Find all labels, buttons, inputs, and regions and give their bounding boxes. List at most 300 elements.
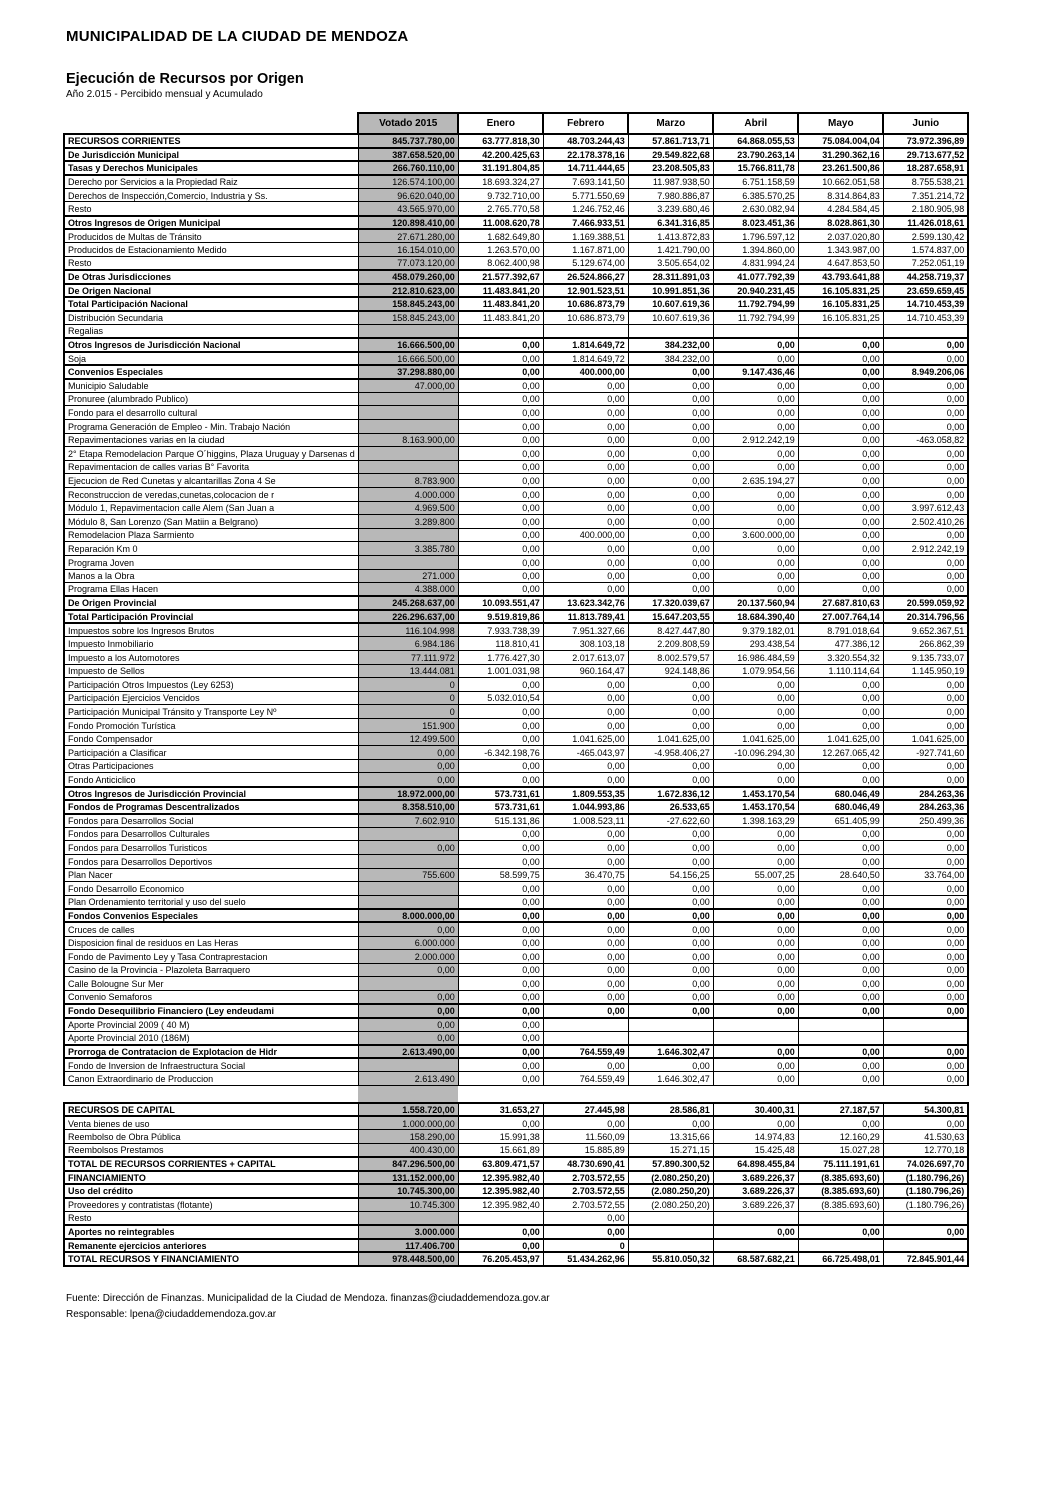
- row-label: Total Participación Provincial: [64, 610, 358, 624]
- month-value-cell: 0,00: [543, 705, 628, 719]
- month-value-cell: 0,00: [543, 759, 628, 773]
- month-value-cell: 1.413.872,83: [628, 229, 713, 243]
- votado-value-cell: 0: [358, 691, 458, 705]
- votado-value-cell: 158.290,00: [358, 1130, 458, 1144]
- month-value-cell: 0,00: [883, 936, 968, 950]
- month-value-cell: 9.732.710,00: [458, 188, 543, 202]
- month-value-cell: 21.577.392,67: [458, 270, 543, 284]
- table-row: [64, 691, 968, 705]
- month-value-cell: 0,00: [798, 719, 883, 733]
- votado-value-cell: [358, 895, 458, 909]
- month-value-cell: 55.007,25: [713, 868, 798, 882]
- month-value-cell: 0,00: [458, 909, 543, 923]
- month-value-cell: 15.661,89: [458, 1143, 543, 1157]
- month-value-cell: 54.156,25: [628, 868, 713, 882]
- month-value-cell: 12.901.523,51: [543, 284, 628, 298]
- month-value-cell: 0,00: [458, 882, 543, 896]
- row-label: 2° Etapa Remodelacion Parque O´higgins, Plaza Uruguay y Darsenas d: [64, 447, 358, 461]
- row-label: Reembolso de Obra Pública: [64, 1130, 358, 1144]
- row-label: Otros Ingresos de Jurisdicción Provincial: [64, 787, 358, 801]
- row-label: [64, 1086, 358, 1103]
- month-value-cell: 0,00: [713, 1045, 798, 1059]
- month-value-cell: 0,00: [628, 365, 713, 379]
- month-value-cell: 0,00: [458, 392, 543, 406]
- votado-value-cell: [358, 528, 458, 542]
- month-value-cell: 0,00: [543, 895, 628, 909]
- month-value-cell: 8.028.861,30: [798, 216, 883, 230]
- votado-value-cell: 8.000.000,00: [358, 909, 458, 923]
- month-value-cell: 11.813.789,41: [543, 610, 628, 624]
- month-value-cell: (1.180.796,26): [883, 1171, 968, 1185]
- votado-value-cell: 77.073.120,00: [358, 256, 458, 270]
- month-value-cell: 0,00: [458, 854, 543, 868]
- month-value-cell: 1.776.427,30: [458, 651, 543, 665]
- month-value-cell: 0,00: [798, 1004, 883, 1018]
- row-label: Producidos de Estacionamiento Medido: [64, 243, 358, 257]
- month-value-cell: 0,00: [713, 990, 798, 1004]
- month-value-cell: 1.398.163,29: [713, 814, 798, 828]
- month-value-cell: 0,00: [798, 555, 883, 569]
- month-value-cell: 924.148,86: [628, 664, 713, 678]
- month-value-cell: 0,00: [543, 542, 628, 556]
- month-value-cell: 0,00: [458, 460, 543, 474]
- votado-value-cell: [358, 827, 458, 841]
- month-value-cell: 0,00: [458, 827, 543, 841]
- month-value-cell: 0,00: [713, 678, 798, 692]
- month-value-cell: 0,00: [458, 555, 543, 569]
- month-value-cell: 0,00: [798, 365, 883, 379]
- month-value-cell: 1.394.860,00: [713, 243, 798, 257]
- month-value-cell: 0,00: [543, 1058, 628, 1072]
- month-value-cell: 0,00: [713, 705, 798, 719]
- month-value-cell: 10.662.051,58: [798, 175, 883, 189]
- month-value-cell: 0,00: [798, 379, 883, 393]
- row-label: Reconstruccion de veredas,cunetas,colocacion de r: [64, 487, 358, 501]
- table-row: [64, 610, 968, 624]
- month-value-cell: 16.986.484,59: [713, 651, 798, 665]
- row-label: Fondos para Desarrollos Social: [64, 814, 358, 828]
- month-value-cell: 1.079.954,56: [713, 664, 798, 678]
- month-value-cell: 0,00: [628, 922, 713, 936]
- month-value-cell: 75.111.191,61: [798, 1157, 883, 1171]
- month-value-cell: 284.263,36: [883, 800, 968, 814]
- table-row: [64, 1198, 968, 1212]
- month-value-cell: 0,00: [883, 854, 968, 868]
- month-value-cell: 0,00: [543, 474, 628, 488]
- month-value-cell: 0,00: [883, 487, 968, 501]
- month-value-cell: 13.315,66: [628, 1130, 713, 1144]
- month-value-cell: 1.167.871,00: [543, 243, 628, 257]
- month-value-cell: 0,00: [798, 1058, 883, 1072]
- month-value-cell: 15.766.811,78: [713, 161, 798, 175]
- votado-value-cell: 226.296.637,00: [358, 610, 458, 624]
- month-value-cell: 8.314.864,83: [798, 188, 883, 202]
- month-value-cell: 64.898.455,84: [713, 1157, 798, 1171]
- month-value-cell: 0,00: [883, 678, 968, 692]
- table-row: [64, 1130, 968, 1144]
- month-value-cell: 14.974,83: [713, 1130, 798, 1144]
- votado-value-cell: [358, 406, 458, 420]
- table-row: [64, 1031, 968, 1045]
- month-value-cell: [883, 1018, 968, 1032]
- month-value-cell: 3.997.612,43: [883, 501, 968, 515]
- month-value-cell: 0,00: [798, 447, 883, 461]
- month-value-cell: [458, 324, 543, 338]
- month-value-cell: 42.200.425,63: [458, 148, 543, 162]
- month-value-cell: 17.320.039,67: [628, 596, 713, 610]
- table-row: [64, 1157, 968, 1171]
- month-value-cell: 0,00: [798, 583, 883, 597]
- table-row: [64, 338, 968, 352]
- table-row: [64, 528, 968, 542]
- month-value-cell: 5.129.674,00: [543, 256, 628, 270]
- month-value-cell: 0,00: [458, 1058, 543, 1072]
- month-value-cell: 0,00: [458, 950, 543, 964]
- row-label: Repavimentacion de calles varias B° Favorita: [64, 460, 358, 474]
- month-value-cell: 0,00: [713, 922, 798, 936]
- votado-value-cell: 8.358.510,00: [358, 800, 458, 814]
- month-value-cell: 0,00: [713, 977, 798, 991]
- row-label: Municipio Saludable: [64, 379, 358, 393]
- row-label: Total Participación Nacional: [64, 297, 358, 311]
- month-value-cell: 0,00: [883, 691, 968, 705]
- month-value-cell: 0,00: [628, 501, 713, 515]
- month-value-cell: 0,00: [458, 977, 543, 991]
- table-row: [64, 474, 968, 488]
- month-value-cell: 29.713.677,52: [883, 148, 968, 162]
- month-value-cell: 68.587.682,21: [713, 1252, 798, 1266]
- month-value-cell: 7.693.141,50: [543, 175, 628, 189]
- month-value-cell: 0,00: [628, 515, 713, 529]
- votado-value-cell: 245.268.637,00: [358, 596, 458, 610]
- month-value-cell: 18.693.324,27: [458, 175, 543, 189]
- month-value-cell: 0,00: [713, 583, 798, 597]
- row-label: Plan Nacer: [64, 868, 358, 882]
- month-value-cell: 26.533,65: [628, 800, 713, 814]
- month-value-cell: 0,00: [713, 1072, 798, 1086]
- row-label: Resto: [64, 1211, 358, 1225]
- votado-value-cell: 0,00: [358, 1031, 458, 1045]
- table-row: [64, 447, 968, 461]
- month-value-cell: 0,00: [458, 678, 543, 692]
- month-value-cell: 0,00: [883, 1058, 968, 1072]
- row-label: De Origen Provincial: [64, 596, 358, 610]
- row-label: Fondo Compensador: [64, 732, 358, 746]
- month-value-cell: [713, 1031, 798, 1045]
- month-value-cell: 2.630.082,94: [713, 202, 798, 216]
- month-value-cell: 0,00: [458, 515, 543, 529]
- month-value-cell: 0,00: [628, 392, 713, 406]
- month-value-cell: 11.792.794,99: [713, 311, 798, 325]
- table-row: [64, 773, 968, 787]
- month-value-cell: 5.771.550,69: [543, 188, 628, 202]
- table-row: [64, 1045, 968, 1059]
- month-value-cell: 0,00: [883, 1072, 968, 1086]
- month-value-cell: 0,00: [883, 569, 968, 583]
- votado-value-cell: 271.000: [358, 569, 458, 583]
- votado-value-cell: [358, 1211, 458, 1225]
- table-row: [64, 746, 968, 760]
- month-value-cell: 8.002.579,57: [628, 651, 713, 665]
- month-value-cell: 13.623.342,76: [543, 596, 628, 610]
- row-label: Módulo 1, Repavimentacion calle Alem (San Juan a: [64, 501, 358, 515]
- month-value-cell: 0,00: [543, 419, 628, 433]
- votado-value-cell: 12.499.500: [358, 732, 458, 746]
- month-value-cell: 1.041.625,00: [628, 732, 713, 746]
- table-row: [64, 719, 968, 733]
- month-value-cell: 0,00: [458, 569, 543, 583]
- month-value-cell: 0,00: [883, 338, 968, 352]
- table-row: [64, 297, 968, 311]
- month-value-cell: 0,00: [543, 936, 628, 950]
- month-value-cell: 0,00: [458, 732, 543, 746]
- month-value-cell: 1.421.790,00: [628, 243, 713, 257]
- month-value-cell: 28.586,81: [628, 1103, 713, 1117]
- votado-value-cell: 3.000.000: [358, 1225, 458, 1239]
- month-value-cell: 0,00: [798, 406, 883, 420]
- month-value-cell: 0,00: [798, 841, 883, 855]
- month-value-cell: 0,00: [543, 691, 628, 705]
- month-value-cell: 0,00: [798, 528, 883, 542]
- month-value-cell: 6.385.570,25: [713, 188, 798, 202]
- month-value-cell: [628, 1239, 713, 1253]
- month-value-cell: 2.017.613,07: [543, 651, 628, 665]
- row-label: Fondos de Programas Descentralizados: [64, 800, 358, 814]
- votado-value-cell: 16.666.500,00: [358, 352, 458, 366]
- month-value-cell: 12.395.982,40: [458, 1184, 543, 1198]
- month-value-cell: 266.862,39: [883, 637, 968, 651]
- row-label: Impuesto Inmobiliario: [64, 637, 358, 651]
- month-value-cell: 0,00: [458, 1225, 543, 1239]
- row-label: RECURSOS CORRIENTES: [64, 134, 358, 148]
- table-row: [64, 623, 968, 637]
- votado-value-cell: [358, 854, 458, 868]
- month-value-cell: [883, 1086, 968, 1103]
- votado-value-cell: 120.898.410,00: [358, 216, 458, 230]
- month-value-cell: 31.191.804,85: [458, 161, 543, 175]
- month-value-cell: 0,00: [543, 678, 628, 692]
- month-value-cell: 0,00: [458, 990, 543, 1004]
- month-value-cell: 680.046,49: [798, 787, 883, 801]
- month-value-cell: 384.232,00: [628, 338, 713, 352]
- month-value-cell: 48.730.690,41: [543, 1157, 628, 1171]
- table-row: [64, 895, 968, 909]
- month-value-cell: 0,00: [458, 1018, 543, 1032]
- table-row: [64, 270, 968, 284]
- row-label: Fondo de Inversion de Infraestructura Social: [64, 1058, 358, 1072]
- month-value-cell: 651.405,99: [798, 814, 883, 828]
- table-row: [64, 1116, 968, 1130]
- row-label: Regalias: [64, 324, 358, 338]
- month-value-cell: 9.652.367,51: [883, 623, 968, 637]
- column-header-mayo: Mayo: [798, 113, 883, 134]
- votado-value-cell: 43.565.970,00: [358, 202, 458, 216]
- row-label: Aporte Provincial 2010 (186M): [64, 1031, 358, 1045]
- votado-value-cell: 16.666.500,00: [358, 338, 458, 352]
- month-value-cell: 0,00: [628, 419, 713, 433]
- month-value-cell: 2.703.572,55: [543, 1198, 628, 1212]
- month-value-cell: 0,00: [798, 338, 883, 352]
- month-value-cell: (2.080.250,20): [628, 1184, 713, 1198]
- votado-value-cell: 6.000.000: [358, 936, 458, 950]
- table-row: [64, 406, 968, 420]
- row-label: Remanente ejercicios anteriores: [64, 1239, 358, 1253]
- month-value-cell: 8.791.018,64: [798, 623, 883, 637]
- row-label: Repavimentaciones varias en la ciudad: [64, 433, 358, 447]
- row-label: De Jurisdicción Municipal: [64, 148, 358, 162]
- row-label: Fondos para Desarrollos Turisticos: [64, 841, 358, 855]
- row-label: Reembolsos Prestamos: [64, 1143, 358, 1157]
- row-label: Programa Ellas Hacen: [64, 583, 358, 597]
- month-value-cell: 0,00: [713, 447, 798, 461]
- month-value-cell: 33.764,00: [883, 868, 968, 882]
- month-value-cell: 0,00: [713, 909, 798, 923]
- month-value-cell: 0,00: [628, 406, 713, 420]
- month-value-cell: 250.499,36: [883, 814, 968, 828]
- month-value-cell: 0: [543, 1239, 628, 1253]
- month-value-cell: 118.810,41: [458, 637, 543, 651]
- month-value-cell: 72.845.901,44: [883, 1252, 968, 1266]
- month-value-cell: 0,00: [883, 963, 968, 977]
- month-value-cell: 12.395.982,40: [458, 1198, 543, 1212]
- month-value-cell: 1.041.625,00: [883, 732, 968, 746]
- table-row: [64, 664, 968, 678]
- row-label: Otros Ingresos de Jurisdicción Nacional: [64, 338, 358, 352]
- row-label: Aporte Provincial 2009 ( 40 M): [64, 1018, 358, 1032]
- month-value-cell: 31.290.362,16: [798, 148, 883, 162]
- month-value-cell: 0,00: [713, 515, 798, 529]
- month-value-cell: 0,00: [458, 406, 543, 420]
- report-footer: [66, 1291, 1058, 1323]
- table-row: [64, 1252, 968, 1266]
- votado-value-cell: 387.658.520,00: [358, 148, 458, 162]
- table-row: [64, 188, 968, 202]
- table-row: [64, 637, 968, 651]
- votado-value-cell: 0,00: [358, 922, 458, 936]
- month-value-cell: 9.519.819,86: [458, 610, 543, 624]
- table-row: [64, 555, 968, 569]
- month-value-cell: 0,00: [798, 895, 883, 909]
- month-value-cell: 0,00: [798, 922, 883, 936]
- row-label: Prorroga de Contratacion de Explotacion de Hidr: [64, 1045, 358, 1059]
- month-value-cell: 0,00: [458, 1004, 543, 1018]
- month-value-cell: 0,00: [798, 691, 883, 705]
- month-value-cell: 11.792.794,99: [713, 297, 798, 311]
- month-value-cell: 0,00: [713, 460, 798, 474]
- month-value-cell: 28.640,50: [798, 868, 883, 882]
- row-label: Fondo Desarrollo Economico: [64, 882, 358, 896]
- row-label: Impuestos sobre los Ingresos Brutos: [64, 623, 358, 637]
- month-value-cell: [798, 1031, 883, 1045]
- month-value-cell: 58.599,75: [458, 868, 543, 882]
- row-label: Programa Generación de Empleo - Min. Trabajo Nación: [64, 419, 358, 433]
- month-value-cell: (2.080.250,20): [628, 1198, 713, 1212]
- month-value-cell: 0,00: [883, 895, 968, 909]
- table-row: [64, 977, 968, 991]
- month-value-cell: 0,00: [628, 963, 713, 977]
- row-label: Fondo Desequilibrio Financiero (Ley endeudami: [64, 1004, 358, 1018]
- month-value-cell: 54.300,81: [883, 1103, 968, 1117]
- table-row: [64, 392, 968, 406]
- month-value-cell: [883, 1211, 968, 1225]
- month-value-cell: 10.686.873,79: [543, 311, 628, 325]
- column-header-enero: Enero: [458, 113, 543, 134]
- month-value-cell: 0,00: [543, 460, 628, 474]
- month-value-cell: [458, 1211, 543, 1225]
- row-label: Fondo Anticiclico: [64, 773, 358, 787]
- month-value-cell: 23.261.500,86: [798, 161, 883, 175]
- month-value-cell: 2.502.410,26: [883, 515, 968, 529]
- row-label: Disposicion final de residuos en Las Heras: [64, 936, 358, 950]
- month-value-cell: 63.809.471,57: [458, 1157, 543, 1171]
- row-label: Convenio Semaforos: [64, 990, 358, 1004]
- month-value-cell: 8.023.451,36: [713, 216, 798, 230]
- month-value-cell: 11.426.018,61: [883, 216, 968, 230]
- month-value-cell: 0,00: [798, 1072, 883, 1086]
- table-row: [64, 759, 968, 773]
- month-value-cell: -463.058,82: [883, 433, 968, 447]
- month-value-cell: [628, 1211, 713, 1225]
- month-value-cell: 0,00: [883, 406, 968, 420]
- month-value-cell: 20.137.560,94: [713, 596, 798, 610]
- month-value-cell: 75.084.004,04: [798, 134, 883, 148]
- month-value-cell: 1.169.388,51: [543, 229, 628, 243]
- month-value-cell: 14.710.453,39: [883, 311, 968, 325]
- votado-value-cell: [358, 555, 458, 569]
- month-value-cell: 0,00: [628, 691, 713, 705]
- month-value-cell: 10.991.851,36: [628, 284, 713, 298]
- votado-value-cell: 0,00: [358, 746, 458, 760]
- month-value-cell: 0,00: [543, 882, 628, 896]
- month-value-cell: 0,00: [458, 719, 543, 733]
- row-label: Remodelacion Plaza Sarmiento: [64, 528, 358, 542]
- month-value-cell: 0,00: [543, 922, 628, 936]
- month-value-cell: 8.949.206,06: [883, 365, 968, 379]
- month-value-cell: 3.689.226,37: [713, 1198, 798, 1212]
- month-value-cell: 0,00: [798, 977, 883, 991]
- month-value-cell: 0,00: [713, 352, 798, 366]
- row-label: Fondos Convenios Especiales: [64, 909, 358, 923]
- month-value-cell: 0,00: [713, 1116, 798, 1130]
- votado-value-cell: 0: [358, 678, 458, 692]
- month-value-cell: 0,00: [798, 909, 883, 923]
- month-value-cell: 0,00: [883, 460, 968, 474]
- votado-value-cell: 2.613.490,00: [358, 1045, 458, 1059]
- month-value-cell: 0,00: [628, 460, 713, 474]
- month-value-cell: [628, 1225, 713, 1239]
- month-value-cell: 0,00: [458, 705, 543, 719]
- votado-value-cell: 8.163.900,00: [358, 433, 458, 447]
- month-value-cell: 26.524.866,27: [543, 270, 628, 284]
- table-row: [64, 800, 968, 814]
- month-value-cell: 74.026.697,70: [883, 1157, 968, 1171]
- month-value-cell: 15.425,48: [713, 1143, 798, 1157]
- month-value-cell: -6.342.198,76: [458, 746, 543, 760]
- month-value-cell: 10.607.619,36: [628, 311, 713, 325]
- month-value-cell: 23.208.505,83: [628, 161, 713, 175]
- row-label: De Otras Jurisdicciones: [64, 270, 358, 284]
- table-row: [64, 1225, 968, 1239]
- month-value-cell: 0,00: [543, 773, 628, 787]
- row-label: Fondo para el desarrollo cultural: [64, 406, 358, 420]
- month-value-cell: 0,00: [628, 528, 713, 542]
- month-value-cell: 1.453.170,54: [713, 787, 798, 801]
- month-value-cell: 55.810.050,32: [628, 1252, 713, 1266]
- month-value-cell: 2.599.130,42: [883, 229, 968, 243]
- column-header-abril: Abril: [713, 113, 798, 134]
- month-value-cell: 0,00: [458, 1116, 543, 1130]
- table-row: [64, 651, 968, 665]
